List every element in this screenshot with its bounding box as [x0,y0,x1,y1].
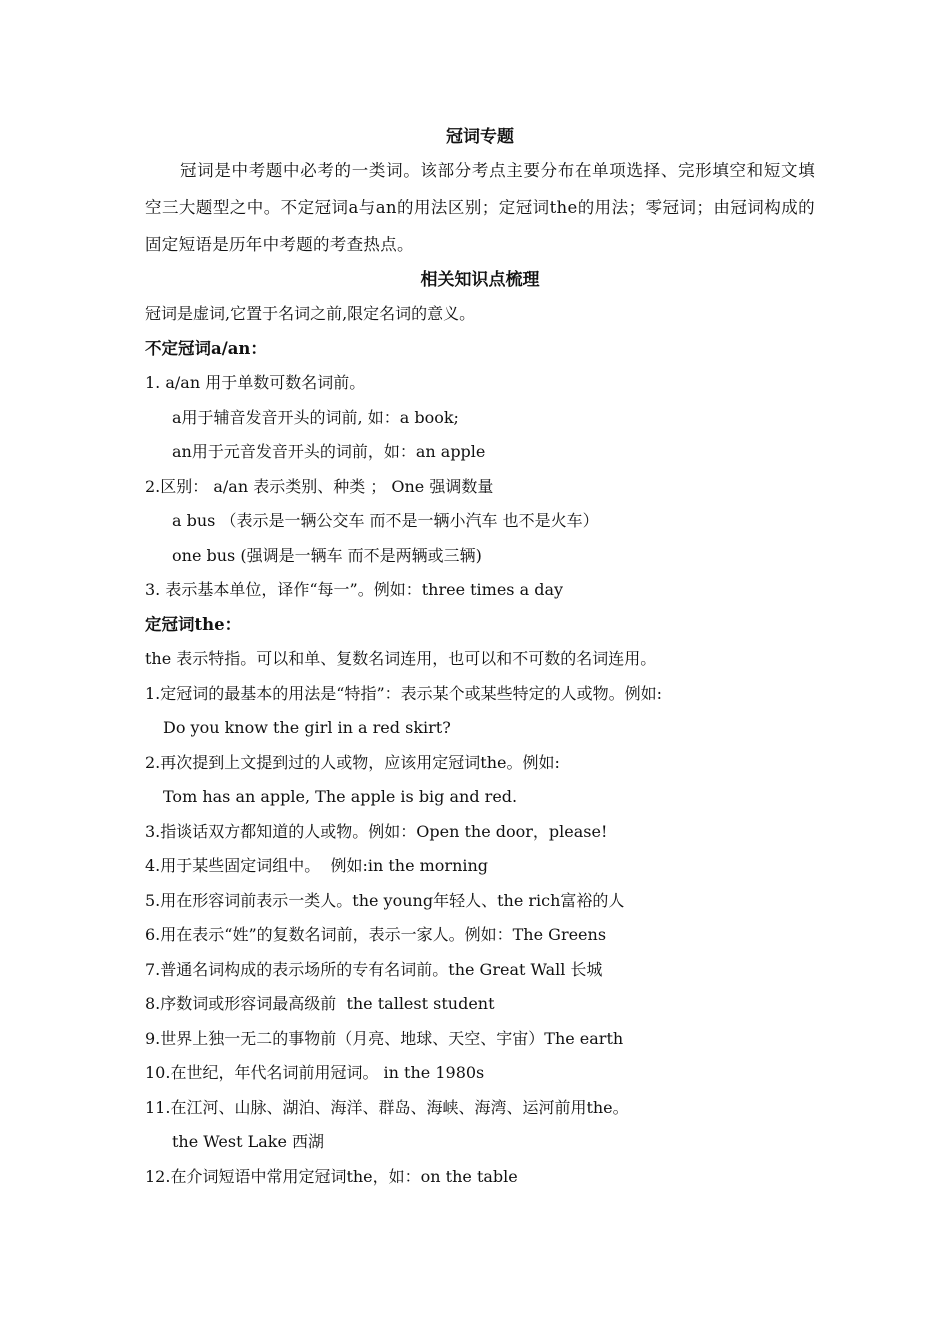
indefinite-line-7: 3. 表示基本单位，译作“每一”。例如：three times a day [145,580,564,599]
definite-line-15: the West Lake 西湖 [172,1132,325,1151]
definite-article-heading: 定冠词the： [145,614,242,634]
definition-line: 冠词是虚词,它置于名词之前,限定名词的意义。 [145,304,476,323]
definite-line-11: 8.序数词或形容词最高级前 the tallest student [145,994,495,1013]
document-title: 冠词专题 [446,127,514,147]
indefinite-line-5: a bus （表示是一辆公交车 而不是一辆小汽车 也不是火车） [172,511,599,530]
definite-line-8: 5.用在形容词前表示一类人。the young年轻人、the rich富裕的人 [145,890,625,910]
indefinite-article-heading: 不定冠词a/an： [145,338,267,358]
definite-line-14: 11.在江河、山脉、湖泊、海洋、群岛、海峡、海湾、运河前用the。 [145,1097,629,1117]
definite-line-16: 12.在介词短语中常用定冠词the，如：on the table [145,1166,518,1186]
indefinite-line-1: 1. a/an 用于单数可数名词前。 [145,373,366,392]
indefinite-line-3: an用于元音发音开头的词前，如：an apple [172,442,486,461]
definite-line-6: 3.指谈话双方都知道的人或物。例如：Open the door，please! [145,821,608,841]
document-content [145,122,815,1194]
definite-line-3: Do you know the girl in a red skirt? [163,718,451,737]
definite-line-9: 6.用在表示“姓”的复数名词前，表示一家人。例如：The Greens [145,925,607,944]
indefinite-line-4: 2.区别： a/an 表示类别、种类 ； One 强调数量 [145,476,494,496]
definite-line-10: 7.普通名词构成的表示场所的专有名词前。the Great Wall 长城 [145,959,603,979]
definite-line-1: the 表示特指。可以和单、复数名词连用，也可以和不可数的名词连用。 [145,649,657,668]
section-subtitle: 相关知识点梳理 [420,270,540,290]
definite-line-12: 9.世界上独一无二的事物前（月亮、地球、天空、宇宙）The earth [145,1028,624,1048]
definite-line-13: 10.在世纪，年代名词前用冠词。 in the 1980s [145,1063,485,1082]
indefinite-line-6: one bus (强调是一辆车 而不是两辆或三辆) [172,545,482,565]
definite-line-4: 2.再次提到上文提到过的人或物，应该用定冠词the。例如: [145,752,560,772]
definite-line-2: 1.定冠词的最基本的用法是“特指”：表示某个或某些特定的人或物。例如: [145,683,663,703]
definite-line-7: 4.用于某些固定词组中。 例如:in the morning [145,856,489,875]
intro-paragraph: 冠词是中考题中必考的一类词。该部分考点主要分布在单项选择、完形填空和短文填空三大题型之中。不定冠词a与an的用法区别；定冠词the的用法；零冠词；由冠词构成的固定短语是历年中考题的考查热点。 [145,161,815,254]
indefinite-line-2: a用于辅音发音开头的词前, 如：a book; [172,407,459,427]
definite-line-5: Tom has an apple, The apple is big and red. [163,787,518,806]
